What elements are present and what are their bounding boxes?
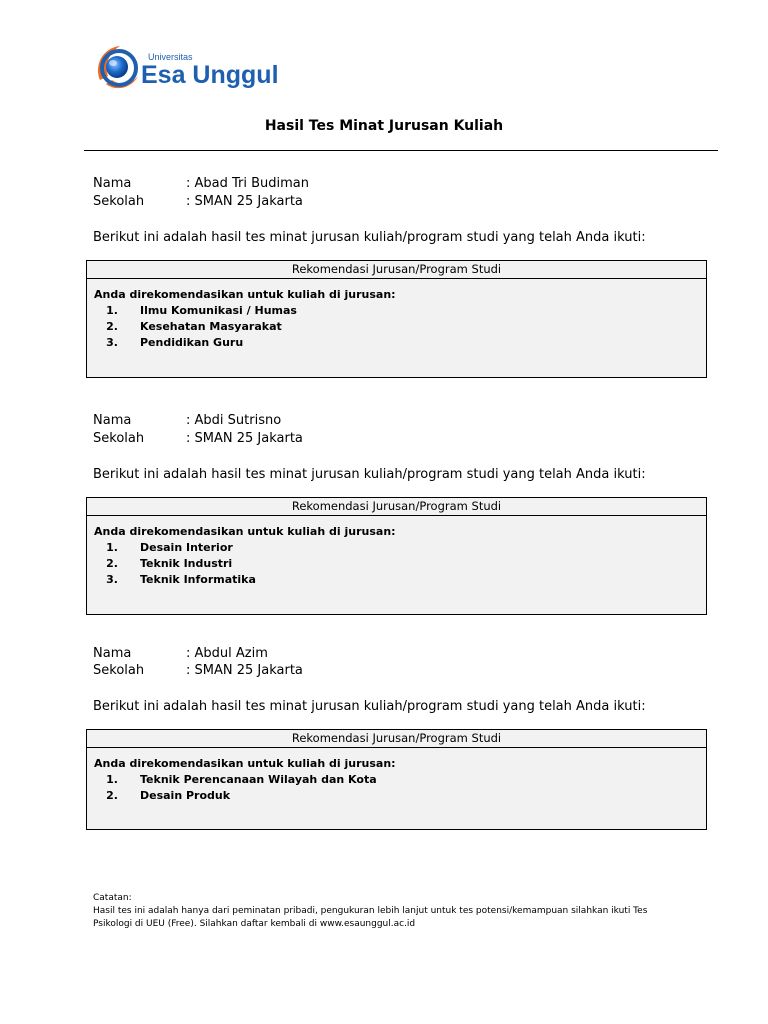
- recommendation-header: Rekomendasi Jurusan/Program Studi: [87, 730, 706, 748]
- logo-small-text: Universitas: [148, 52, 193, 62]
- recommendation-intro: Anda direkomendasikan untuk kuliah di jurusan:: [94, 525, 396, 538]
- recommendation-list: [94, 540, 706, 588]
- major-name: Desain Interior: [140, 541, 233, 554]
- list-number: 3.: [106, 573, 118, 586]
- major-name: Teknik Informatika: [140, 573, 256, 586]
- intro-text: Berikut ini adalah hasil tes minat jurusan kuliah/program studi yang telah Anda ikuti:: [93, 467, 646, 482]
- list-item: [94, 319, 706, 335]
- page-title: Hasil Tes Minat Jurusan Kuliah: [264, 118, 504, 134]
- intro-text: Berikut ini adalah hasil tes minat jurusan kuliah/program studi yang telah Anda ikuti:: [93, 699, 646, 714]
- recommendation-header: Rekomendasi Jurusan/Program Studi: [87, 498, 706, 516]
- list-item: [94, 556, 706, 572]
- list-item: [94, 788, 706, 804]
- recommendation-box: [86, 729, 707, 830]
- list-item: [94, 335, 706, 351]
- major-name: Teknik Industri: [140, 557, 233, 570]
- list-item: [94, 540, 706, 556]
- list-item: [94, 572, 706, 588]
- list-number: 3.: [106, 336, 118, 349]
- list-number: 1.: [106, 304, 118, 317]
- major-name: Pendidikan Guru: [140, 336, 244, 349]
- student-2-school-row: [93, 430, 303, 448]
- name-label: Nama: [93, 413, 132, 428]
- name-label: Nama: [93, 176, 132, 191]
- student-school: : SMAN 25 Jakarta: [186, 194, 303, 209]
- recommendation-box: [86, 260, 707, 378]
- recommendation-list: [94, 303, 706, 351]
- title-divider: [84, 150, 718, 151]
- university-logo: [92, 40, 282, 96]
- notes-heading: Catatan:: [93, 893, 132, 903]
- student-1-school-row: [93, 193, 303, 211]
- student-name: : Abad Tri Budiman: [186, 176, 310, 191]
- recommendation-list: [94, 772, 706, 804]
- recommendation-intro: Anda direkomendasikan untuk kuliah di jurusan:: [94, 288, 396, 301]
- recommendation-header: Rekomendasi Jurusan/Program Studi: [87, 261, 706, 279]
- list-number: 2.: [106, 789, 118, 802]
- recommendation-box: [86, 497, 707, 615]
- school-label: Sekolah: [93, 663, 145, 678]
- school-label: Sekolah: [93, 431, 145, 446]
- list-item: [94, 303, 706, 319]
- list-number: 2.: [106, 320, 118, 333]
- notes-line-1: Hasil tes ini adalah hanya dari peminatan pribadi, pengukuran lebih lanjut untuk tes potensi/kemampuan silahkan ikuti Tes: [93, 906, 648, 916]
- name-label: Nama: [93, 646, 132, 661]
- logo-big-text: Esa Unggul: [141, 61, 279, 89]
- major-name: Kesehatan Masyarakat: [140, 320, 282, 333]
- student-2-name-row: [93, 412, 281, 430]
- list-item: [94, 772, 706, 788]
- student-name: : Abdi Sutrisno: [186, 413, 282, 428]
- major-name: Desain Produk: [140, 789, 231, 802]
- student-name: : Abdul Azim: [186, 646, 268, 661]
- list-number: 2.: [106, 557, 118, 570]
- major-name: Teknik Perencanaan Wilayah dan Kota: [140, 773, 377, 786]
- intro-text: Berikut ini adalah hasil tes minat jurusan kuliah/program studi yang telah Anda ikuti:: [93, 230, 646, 245]
- list-number: 1.: [106, 773, 118, 786]
- student-school: : SMAN 25 Jakarta: [186, 431, 303, 446]
- notes-section: [93, 892, 713, 931]
- list-number: 1.: [106, 541, 118, 554]
- student-3-name-row: [93, 645, 268, 663]
- recommendation-intro: Anda direkomendasikan untuk kuliah di jurusan:: [94, 757, 396, 770]
- student-school: : SMAN 25 Jakarta: [186, 663, 303, 678]
- student-3-school-row: [93, 662, 303, 680]
- major-name: Ilmu Komunikasi / Humas: [140, 304, 297, 317]
- student-1-name-row: [93, 175, 309, 193]
- notes-line-2: Psikologi di UEU (Free). Silahkan daftar kembali di www.esaunggul.ac.id: [93, 919, 416, 929]
- school-label: Sekolah: [93, 194, 145, 209]
